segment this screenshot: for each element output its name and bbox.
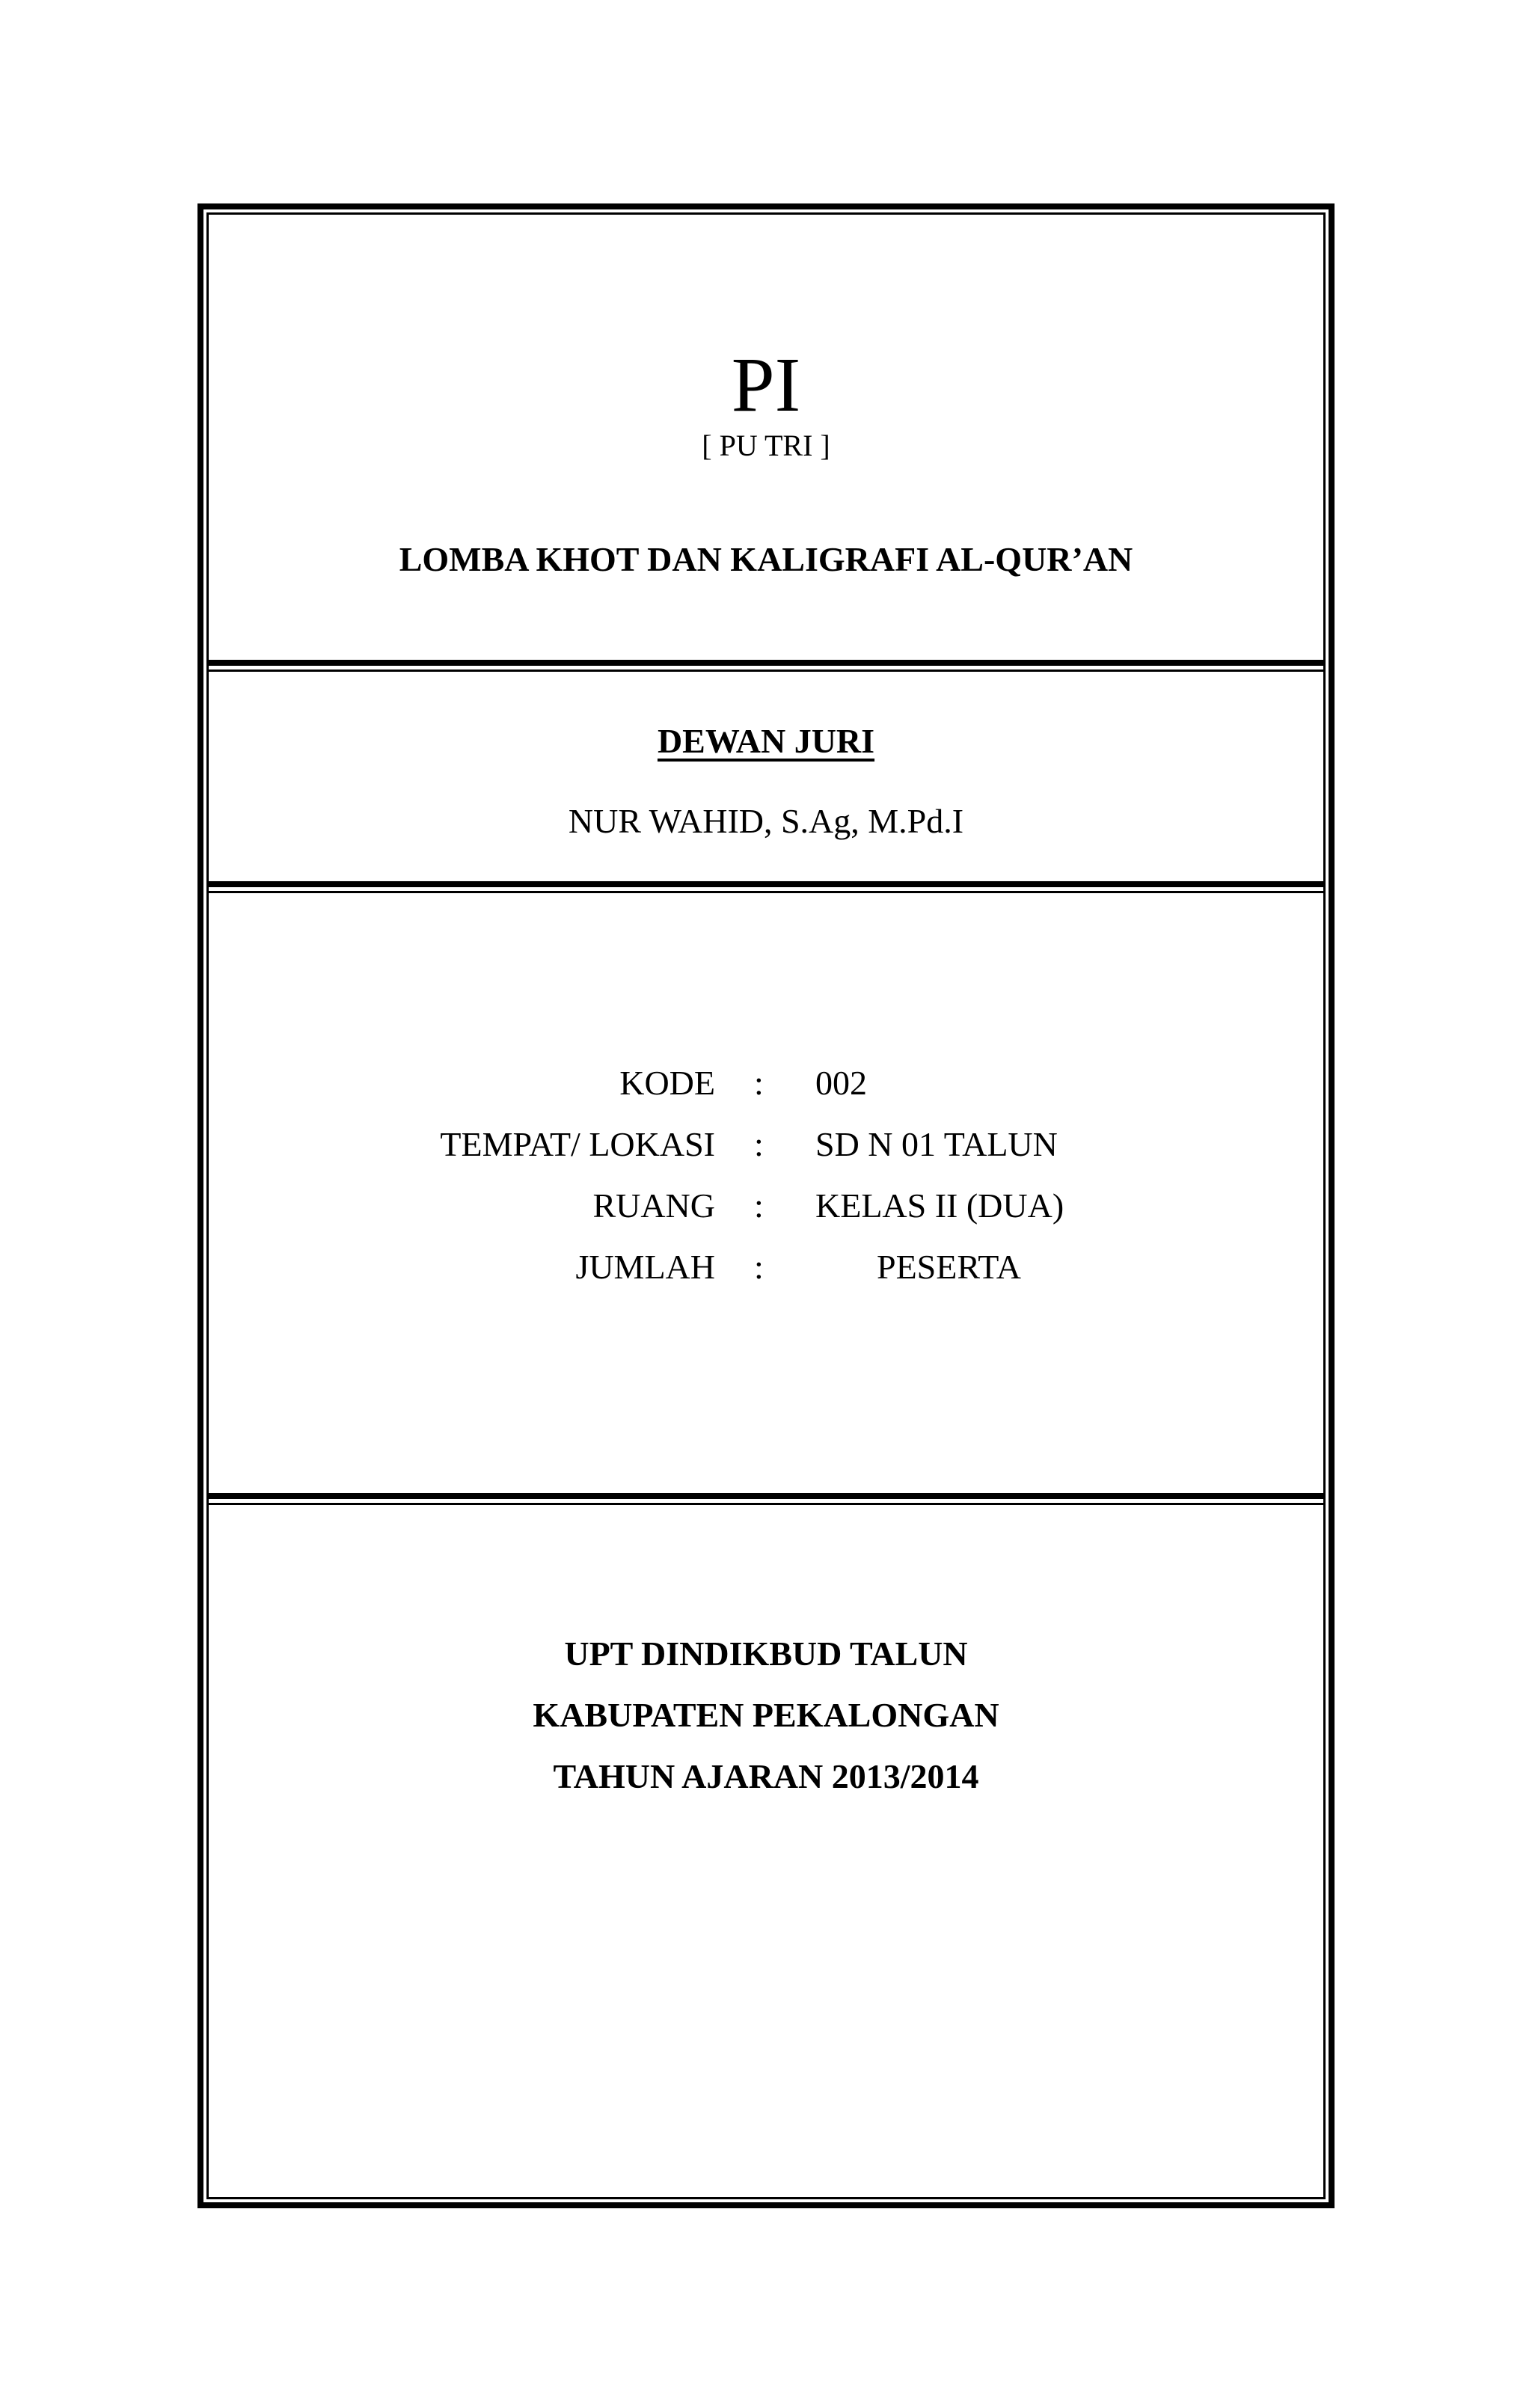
info-row-count	[0, 1245, 1532, 1290]
info-colon: :	[754, 1125, 764, 1163]
info-value: 002	[815, 1064, 867, 1102]
info-value: SD N 01 TALUN	[815, 1125, 1058, 1163]
jury-heading: DEWAN JURI	[657, 722, 875, 760]
info-value: PESERTA	[877, 1248, 1021, 1286]
info-value: KELAS II (DUA)	[815, 1186, 1064, 1225]
footer-academic-year: TAHUN AJARAN 2013/2014	[553, 1757, 979, 1795]
event-title: LOMBA KHOT DAN KALIGRAFI AL-QUR’AN	[399, 540, 1133, 578]
category-code: PI	[731, 342, 801, 428]
info-row-room	[0, 1183, 1532, 1228]
footer-regency: KABUPATEN PEKALONGAN	[533, 1696, 999, 1734]
info-row-code	[0, 1061, 1532, 1106]
info-row-location	[0, 1122, 1532, 1167]
info-colon: :	[754, 1064, 764, 1102]
info-label: JUMLAH	[575, 1248, 715, 1286]
section-divider	[208, 660, 1324, 672]
info-label: KODE	[619, 1064, 715, 1102]
category-subtitle: [ PU TRI ]	[702, 429, 830, 462]
info-colon: :	[754, 1248, 764, 1286]
info-colon: :	[754, 1186, 764, 1225]
section-divider	[208, 881, 1324, 893]
info-label: RUANG	[592, 1186, 715, 1225]
section-divider	[208, 1493, 1324, 1505]
jury-name: NUR WAHID, S.Ag, M.Pd.I	[568, 802, 964, 840]
info-label: TEMPAT/ LOKASI	[440, 1125, 715, 1163]
footer-office: UPT DINDIKBUD TALUN	[564, 1635, 968, 1673]
